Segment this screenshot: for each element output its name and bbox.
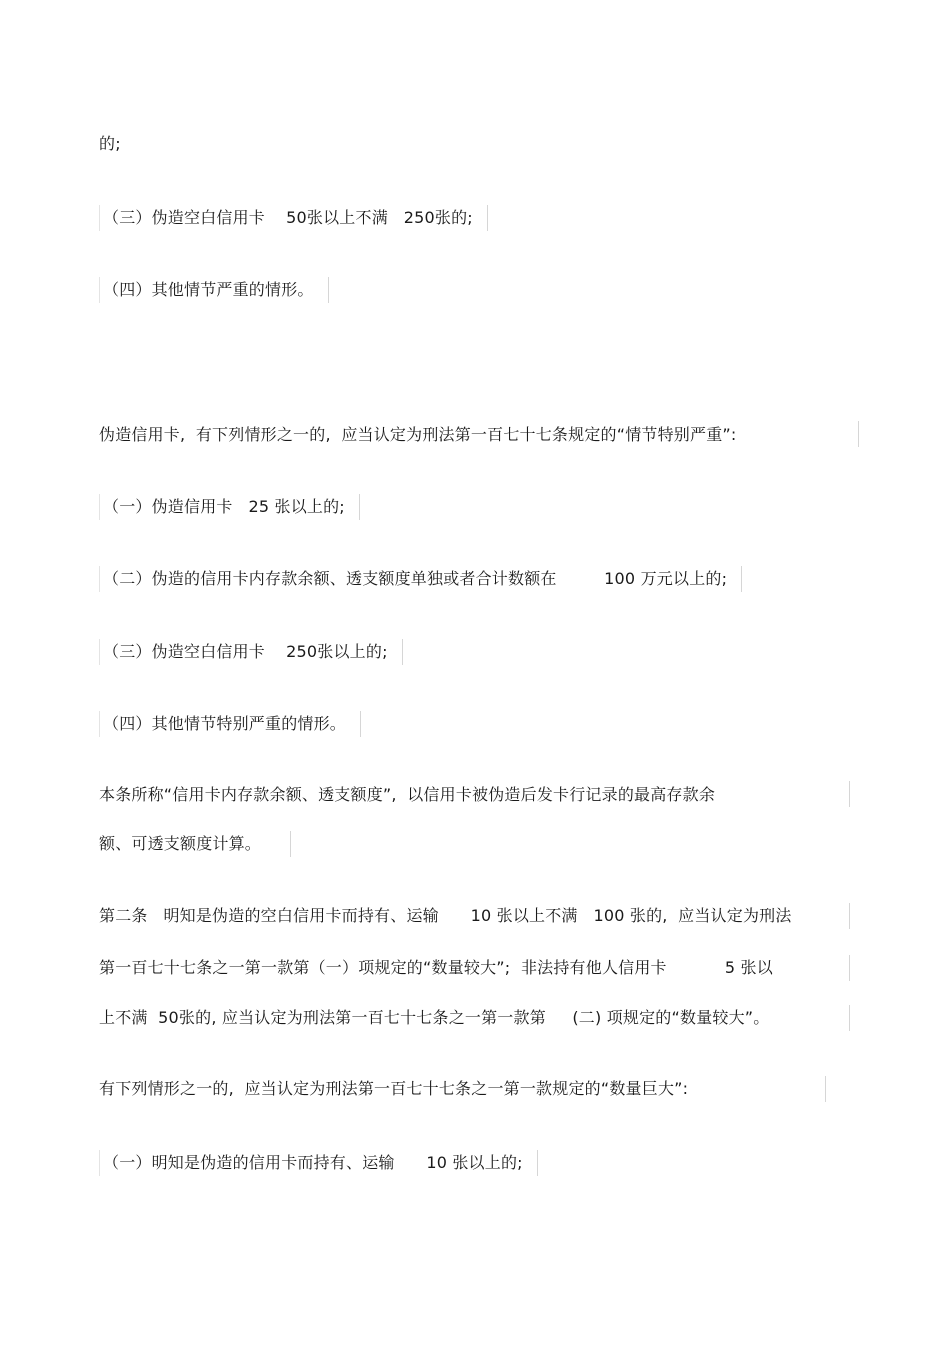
text-box-edge — [825, 1076, 826, 1102]
item-balance-100w: （二）伪造的信用卡内存款余额、透支额度单独或者合计数额在 100 万元以上的; — [99, 566, 742, 592]
text-box-edge — [858, 421, 859, 447]
article-2-line-2: 第一百七十七条之一第一款第（一）项规定的“数量较大”; 非法持有他人信用卡 5 张以 — [99, 958, 773, 977]
text-line-1: 的; — [99, 134, 121, 153]
text-box-edge — [849, 781, 850, 807]
item-other-serious: （四）其他情节严重的情形。 — [99, 277, 329, 303]
text-line-especially-serious-intro: 伪造信用卡, 有下列情形之一的, 应当认定为刑法第一百七十七条规定的“情节特别严重”: — [99, 425, 737, 444]
article-2-line-1: 第二条 明知是伪造的空白信用卡而持有、运输 10 张以上不满 100 张的, 应当认定为刑法 — [99, 906, 792, 925]
article-2-line-3: 上不满 50张的, 应当认定为刑法第一百七十七条之一第一款第 (二) 项规定的“数量较大”。 — [99, 1008, 770, 1027]
text-box-edge — [290, 831, 291, 857]
text-box-edge — [849, 1005, 850, 1031]
text-line-huge-quantity-intro: 有下列情形之一的, 应当认定为刑法第一百七十七条之一第一款规定的“数量巨大”: — [99, 1079, 689, 1098]
text-box-edge — [849, 903, 850, 929]
item-other-especially-serious: （四）其他情节特别严重的情形。 — [99, 711, 361, 737]
text-box-edge — [849, 955, 850, 981]
text-line-definition-1: 本条所称“信用卡内存款余额、透支额度”, 以信用卡被伪造后发卡行记录的最高存款余 — [99, 785, 716, 804]
item-hold-transport-10: （一）明知是伪造的信用卡而持有、运输 10 张以上的; — [99, 1150, 538, 1176]
item-blank-card-250: （三）伪造空白信用卡 250张以上的; — [99, 639, 403, 665]
text-line-definition-2: 额、可透支额度计算。 — [99, 834, 262, 853]
item-blank-card-50-250: （三）伪造空白信用卡 50张以上不满 250张的; — [99, 205, 488, 231]
item-forge-25: （一）伪造信用卡 25 张以上的; — [99, 494, 360, 520]
